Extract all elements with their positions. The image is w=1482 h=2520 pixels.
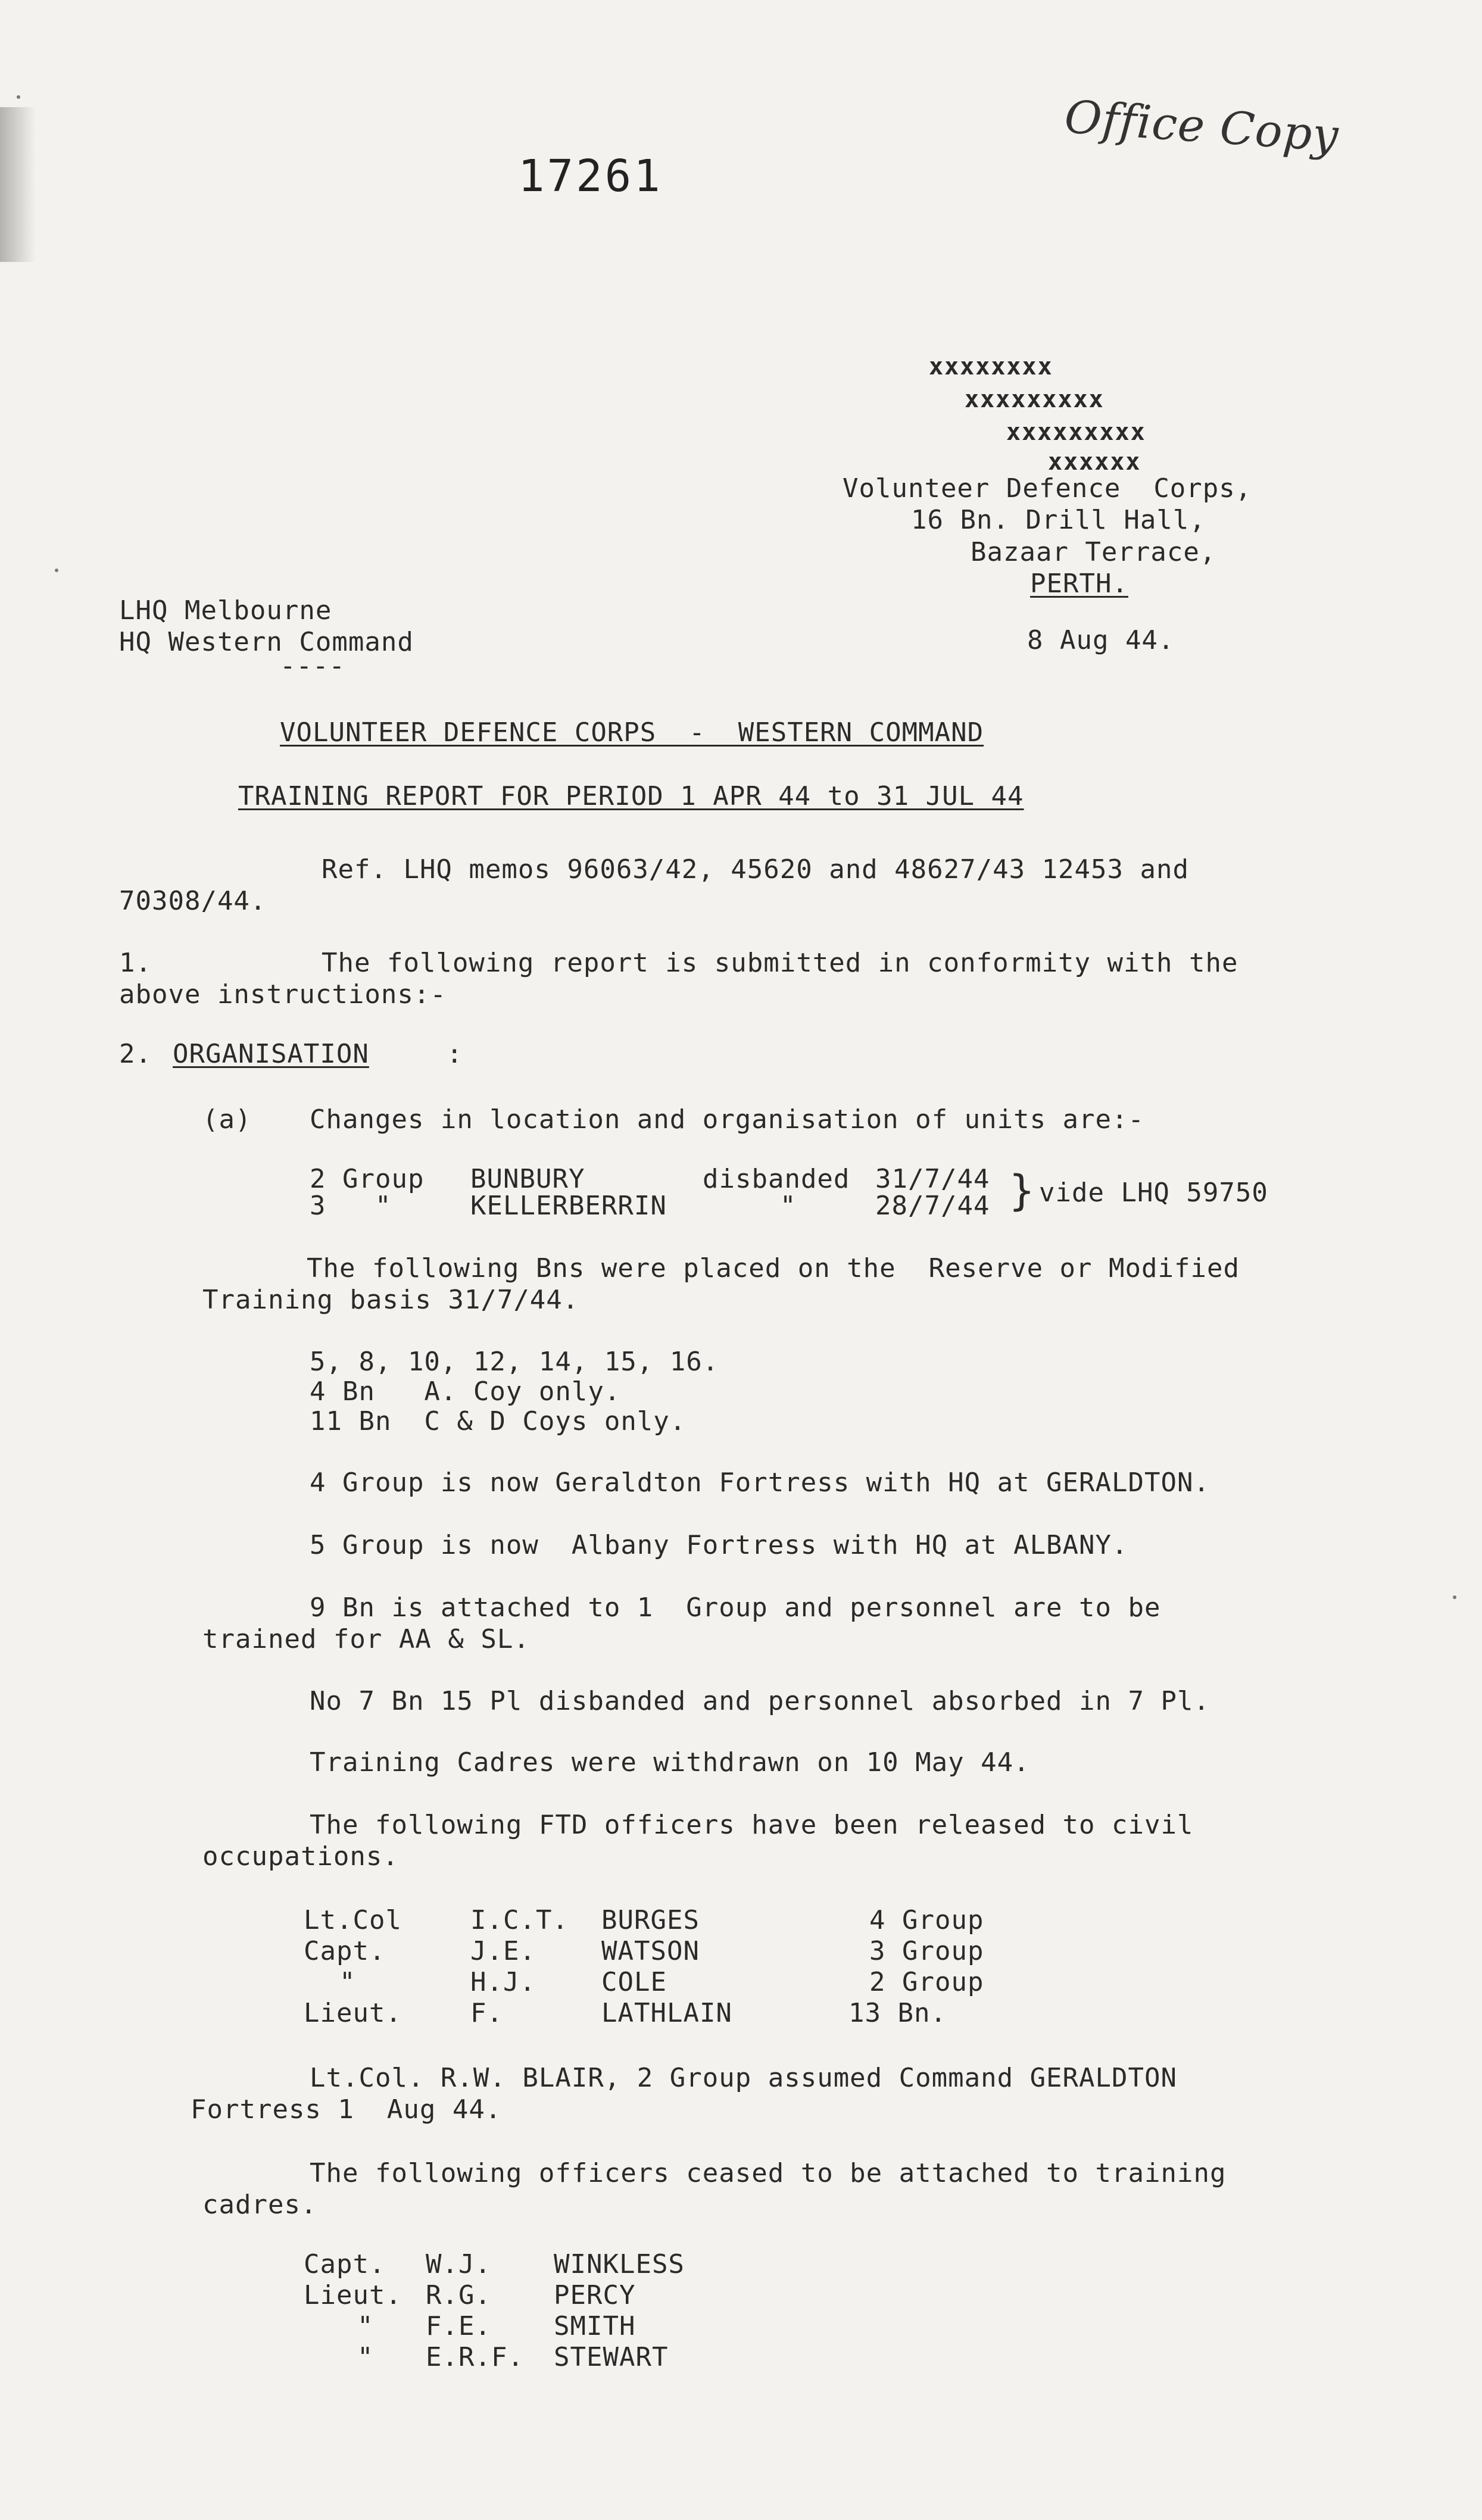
section-number: 2. <box>119 1039 152 1069</box>
officer-name: COLE <box>601 1967 667 1997</box>
subsection-label: (a) <box>202 1104 252 1135</box>
document-subtitle: TRAINING REPORT FOR PERIOD 1 APR 44 to 31 JUL 44 <box>238 781 1024 811</box>
officer-name: BURGES <box>601 1905 700 1935</box>
officer-initials: R.G. <box>426 2280 491 2310</box>
group-date: 28/7/44 <box>875 1191 990 1221</box>
ftd-text: The following FTD officers have been released to civil <box>310 1810 1194 1840</box>
ftd-text: occupations. <box>202 1841 399 1872</box>
officer-name: SMITH <box>554 2311 636 2341</box>
officer-unit: 13 Bn. <box>848 1998 947 2028</box>
reference-line: 70308/44. <box>119 886 267 916</box>
officer-name: PERCY <box>554 2280 636 2310</box>
officer-rank: " <box>339 1967 356 1997</box>
bn-list: 11 Bn C & D Coys only. <box>310 1406 687 1437</box>
reserve-text: Training basis 31/7/44. <box>202 1285 579 1315</box>
redacted-line: xxxxxxxxx <box>1006 419 1146 446</box>
bn-list: 5, 8, 10, 12, 14, 15, 16. <box>310 1347 719 1377</box>
scan-speck <box>17 95 20 99</box>
bn7-text: No 7 Bn 15 Pl disbanded and personnel absorbed in 7 Pl. <box>310 1686 1210 1716</box>
scan-smudge <box>0 107 36 262</box>
group-name: 2 Group <box>310 1164 425 1194</box>
officer-name: LATHLAIN <box>601 1998 732 2028</box>
brace-glyph: } <box>1009 1166 1035 1215</box>
scan-speck <box>55 569 58 572</box>
fortress-text: 5 Group is now Albany Fortress with HQ at ALBANY. <box>310 1530 1128 1560</box>
officer-rank: " <box>357 2342 374 2372</box>
ceased-text: The following officers ceased to be attached to training <box>310 2158 1227 2188</box>
addressee-divider: ---- <box>280 651 345 681</box>
handwritten-note: Office Copy <box>1063 90 1341 162</box>
redacted-line: xxxxxx <box>1048 448 1141 476</box>
file-number: 17261 <box>518 151 663 202</box>
officer-rank: Lt.Col <box>304 1905 402 1935</box>
officer-initials: F. <box>470 1998 503 2028</box>
bn9-text: 9 Bn is attached to 1 Group and personnel are to be <box>310 1592 1161 1623</box>
letterhead-address: 16 Bn. Drill Hall, <box>911 505 1206 535</box>
letterhead-org: Volunteer Defence Corps, <box>843 473 1252 504</box>
reference-line: Ref. LHQ memos 96063/42, 45620 and 48627/43 12453 and <box>322 854 1189 885</box>
subsection-text: Changes in location and organisation of units are:- <box>310 1104 1145 1135</box>
bn9-text: trained for AA & SL. <box>202 1624 530 1654</box>
officer-rank: " <box>357 2311 374 2341</box>
officer-rank: Capt. <box>304 2249 386 2279</box>
reserve-text: The following Bns were placed on the Reserve or Modified <box>307 1253 1240 1284</box>
officer-unit: 2 Group <box>869 1967 984 1997</box>
letterhead-street: Bazaar Terrace, <box>971 537 1216 567</box>
section-colon: : <box>447 1039 463 1069</box>
group-status: disbanded <box>703 1164 850 1194</box>
section-heading: ORGANISATION <box>173 1039 369 1069</box>
document-title: VOLUNTEER DEFENCE CORPS - WESTERN COMMAND <box>280 717 984 748</box>
officer-name: WATSON <box>601 1936 700 1966</box>
redacted-line: xxxxxxxxx <box>965 386 1105 413</box>
officer-rank: Capt. <box>304 1936 386 1966</box>
letterhead-city: PERTH. <box>1030 569 1128 599</box>
group-place: KELLERBERRIN <box>470 1191 667 1221</box>
cadres-text: Training Cadres were withdrawn on 10 May 44. <box>310 1747 1030 1778</box>
group-status: " <box>780 1191 797 1221</box>
blair-text: Fortress 1 Aug 44. <box>191 2094 502 2125</box>
blair-text: Lt.Col. R.W. BLAIR, 2 Group assumed Command GERALDTON <box>310 2063 1177 2093</box>
officer-rank: Lieut. <box>304 2280 402 2310</box>
para-text: above instructions:- <box>119 979 447 1010</box>
para-text: The following report is submitted in conformity with the <box>322 948 1238 978</box>
para-number: 1. <box>119 948 152 978</box>
officer-initials: H.J. <box>470 1967 536 1997</box>
letter-date: 8 Aug 44. <box>1027 625 1175 655</box>
vide-reference: vide LHQ 59750 <box>1039 1178 1268 1208</box>
group-date: 31/7/44 <box>875 1164 990 1194</box>
officer-initials: I.C.T. <box>470 1905 569 1935</box>
addressee-line: LHQ Melbourne <box>119 595 332 626</box>
officer-initials: W.J. <box>426 2249 491 2279</box>
officer-unit: 3 Group <box>869 1936 984 1966</box>
officer-rank: Lieut. <box>304 1998 402 2028</box>
fortress-text: 4 Group is now Geraldton Fortress with HQ at GERALDTON. <box>310 1467 1210 1498</box>
group-name: 3 " <box>310 1191 392 1221</box>
officer-name: STEWART <box>554 2342 669 2372</box>
officer-initials: J.E. <box>470 1936 536 1966</box>
scan-speck <box>1453 1595 1456 1599</box>
officer-initials: E.R.F. <box>426 2342 524 2372</box>
ceased-text: cadres. <box>202 2190 317 2220</box>
addressee-line: HQ Western Command <box>119 627 414 657</box>
officer-name: WINKLESS <box>554 2249 685 2279</box>
bn-list: 4 Bn A. Coy only. <box>310 1376 621 1407</box>
redacted-line: xxxxxxxx <box>929 353 1053 380</box>
officer-unit: 4 Group <box>869 1905 984 1935</box>
officer-initials: F.E. <box>426 2311 491 2341</box>
group-place: BUNBURY <box>470 1164 585 1194</box>
